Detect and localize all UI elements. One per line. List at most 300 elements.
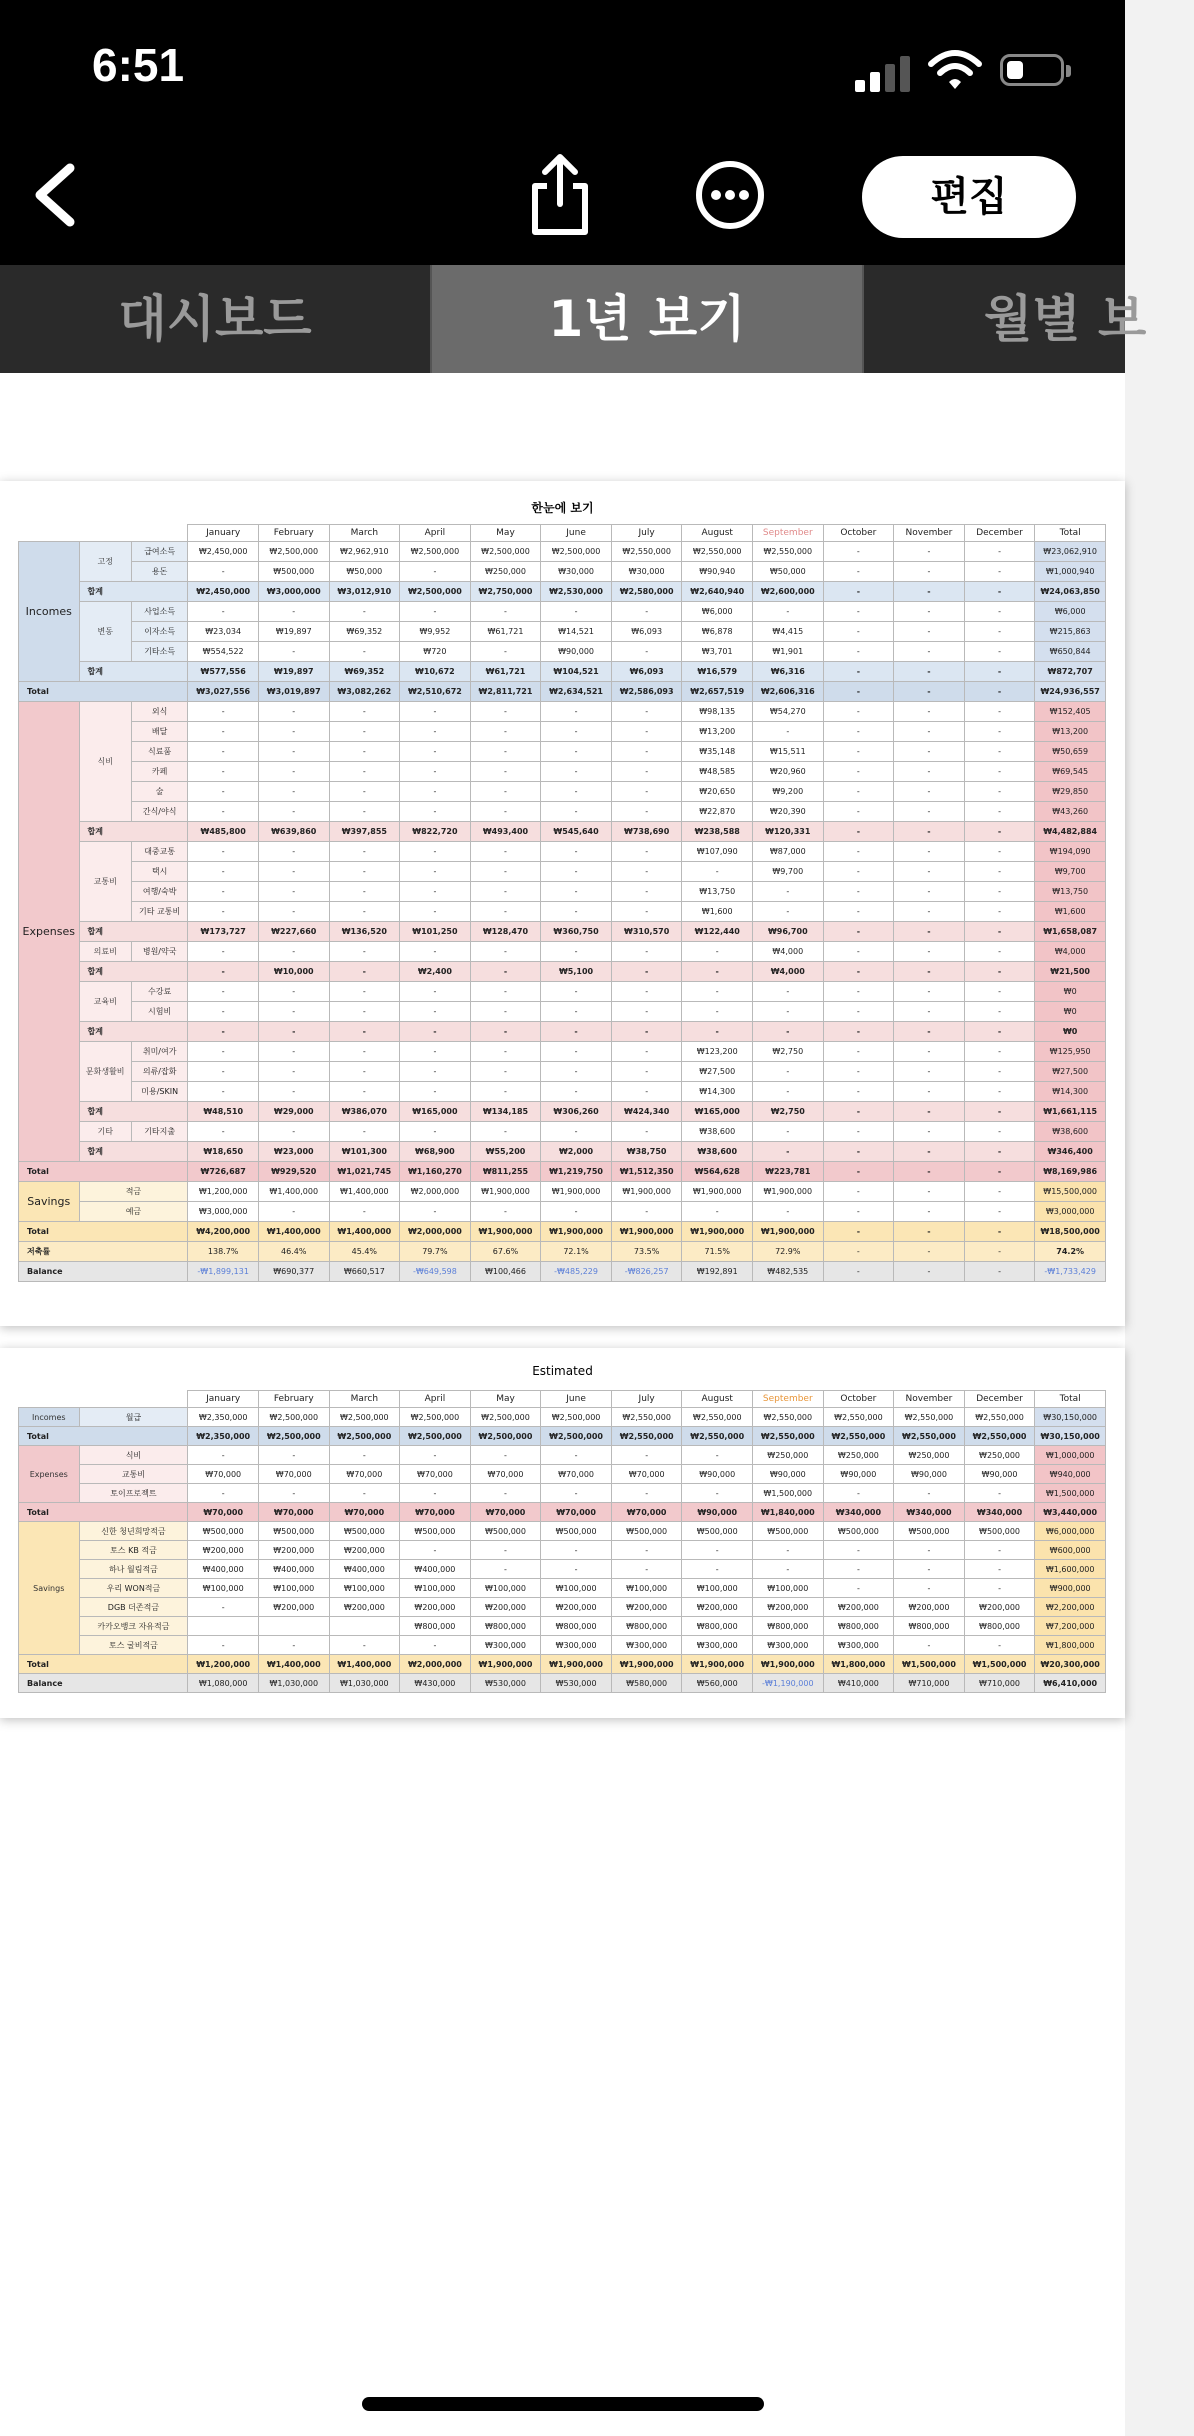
row-label[interactable]: 카페 (131, 762, 187, 782)
value-cell[interactable]: - (258, 882, 329, 902)
value-cell[interactable]: - (964, 802, 1035, 822)
value-cell[interactable]: - (823, 1142, 894, 1162)
value-cell[interactable] (258, 1617, 329, 1636)
value-cell[interactable]: ₩1,900,000 (753, 1655, 824, 1674)
value-cell[interactable]: ₩1,200,000 (188, 1182, 259, 1202)
total-cell[interactable]: ₩900,000 (1035, 1579, 1106, 1598)
value-cell[interactable]: - (894, 882, 965, 902)
value-cell[interactable]: ₩800,000 (964, 1617, 1035, 1636)
value-cell[interactable]: - (823, 982, 894, 1002)
value-cell[interactable]: - (964, 962, 1035, 982)
column-header[interactable]: December (964, 525, 1035, 542)
share-button[interactable] (525, 152, 595, 238)
balance-label[interactable]: Balance (19, 1262, 188, 1282)
value-cell[interactable]: - (964, 542, 1035, 562)
value-cell[interactable]: ₩98,135 (682, 702, 753, 722)
row-label[interactable]: 병원/약국 (131, 942, 187, 962)
value-cell[interactable]: - (894, 1042, 965, 1062)
value-cell[interactable]: ₩2,450,000 (188, 582, 259, 602)
value-cell[interactable]: ₩90,000 (541, 642, 612, 662)
value-cell[interactable]: ₩23,000 (258, 1142, 329, 1162)
value-cell[interactable]: - (400, 1042, 471, 1062)
total-cell[interactable]: ₩1,000,940 (1035, 562, 1106, 582)
value-cell[interactable]: ₩10,000 (258, 962, 329, 982)
value-cell[interactable]: ₩424,340 (611, 1102, 682, 1122)
total-cell[interactable]: ₩24,063,850 (1035, 582, 1106, 602)
value-cell[interactable]: - (611, 1484, 682, 1503)
value-cell[interactable]: - (894, 1022, 965, 1042)
value-cell[interactable]: - (400, 902, 471, 922)
value-cell[interactable]: ₩61,721 (470, 662, 541, 682)
value-cell[interactable]: ₩2,500,000 (400, 542, 471, 562)
value-cell[interactable]: ₩500,000 (258, 562, 329, 582)
value-cell[interactable]: - (541, 1042, 612, 1062)
value-cell[interactable]: - (541, 782, 612, 802)
value-cell[interactable]: - (682, 1541, 753, 1560)
value-cell[interactable]: ₩107,090 (682, 842, 753, 862)
value-cell[interactable]: ₩48,585 (682, 762, 753, 782)
value-cell[interactable]: - (400, 1636, 471, 1655)
value-cell[interactable]: - (611, 982, 682, 1002)
value-cell[interactable]: ₩227,660 (258, 922, 329, 942)
value-cell[interactable]: - (258, 1484, 329, 1503)
row-label[interactable]: 취미/여가 (131, 1042, 187, 1062)
value-cell[interactable]: ₩738,690 (611, 822, 682, 842)
value-cell[interactable]: - (682, 962, 753, 982)
value-cell[interactable]: ₩1,900,000 (611, 1222, 682, 1242)
value-cell[interactable]: - (470, 1484, 541, 1503)
total-cell[interactable]: ₩194,090 (1035, 842, 1106, 862)
value-cell[interactable]: ₩800,000 (611, 1617, 682, 1636)
row-label[interactable]: DGB 더존적금 (79, 1598, 188, 1617)
value-cell[interactable]: - (470, 1022, 541, 1042)
value-cell[interactable]: - (611, 702, 682, 722)
value-cell[interactable]: ₩200,000 (329, 1541, 400, 1560)
column-header[interactable]: August (682, 525, 753, 542)
value-cell[interactable]: - (964, 1560, 1035, 1579)
value-cell[interactable]: - (823, 722, 894, 742)
value-cell[interactable]: ₩2,510,672 (400, 682, 471, 702)
total-cell[interactable]: ₩30,150,000 (1035, 1408, 1106, 1427)
row-label[interactable]: 기타 교통비 (131, 902, 187, 922)
value-cell[interactable]: - (611, 882, 682, 902)
value-cell[interactable]: ₩300,000 (611, 1636, 682, 1655)
value-cell[interactable]: ₩485,800 (188, 822, 259, 842)
total-cell[interactable]: ₩3,000,000 (1035, 1202, 1106, 1222)
value-cell[interactable]: - (470, 1560, 541, 1579)
value-cell[interactable]: - (611, 1541, 682, 1560)
value-cell[interactable]: ₩200,000 (258, 1598, 329, 1617)
value-cell[interactable]: - (823, 1022, 894, 1042)
value-cell[interactable]: ₩19,897 (258, 622, 329, 642)
value-cell[interactable]: - (823, 862, 894, 882)
value-cell[interactable]: ₩554,522 (188, 642, 259, 662)
value-cell[interactable]: - (894, 822, 965, 842)
balance-label[interactable]: Balance (19, 1674, 188, 1693)
value-cell[interactable]: - (470, 642, 541, 662)
value-cell[interactable]: -₩485,229 (541, 1262, 612, 1282)
value-cell[interactable]: ₩1,900,000 (753, 1182, 824, 1202)
group-label[interactable]: 교육비 (79, 982, 131, 1022)
value-cell[interactable]: - (400, 1484, 471, 1503)
value-cell[interactable]: ₩4,415 (753, 622, 824, 642)
value-cell[interactable]: - (258, 762, 329, 782)
value-cell[interactable]: - (470, 842, 541, 862)
value-cell[interactable]: - (400, 1002, 471, 1022)
value-cell[interactable]: - (188, 1484, 259, 1503)
value-cell[interactable]: - (894, 702, 965, 722)
value-cell[interactable]: - (400, 1062, 471, 1082)
value-cell[interactable]: ₩2,550,000 (964, 1408, 1035, 1427)
value-cell[interactable]: - (188, 862, 259, 882)
total-cell[interactable]: ₩50,659 (1035, 742, 1106, 762)
value-cell[interactable]: - (400, 782, 471, 802)
value-cell[interactable]: - (964, 1262, 1035, 1282)
value-cell[interactable]: - (964, 1222, 1035, 1242)
value-cell[interactable]: - (470, 982, 541, 1002)
value-cell[interactable]: - (894, 1242, 965, 1262)
value-cell[interactable]: ₩2,750 (753, 1102, 824, 1122)
value-cell[interactable]: -₩1,899,131 (188, 1262, 259, 1282)
value-cell[interactable]: ₩2,550,000 (964, 1427, 1035, 1446)
value-cell[interactable]: ₩2,500,000 (541, 1427, 612, 1446)
value-cell[interactable]: - (541, 1202, 612, 1222)
total-cell[interactable]: ₩1,658,087 (1035, 922, 1106, 942)
value-cell[interactable]: - (470, 1062, 541, 1082)
value-cell[interactable]: - (611, 1082, 682, 1102)
subtotal-label[interactable]: 합계 (79, 962, 188, 982)
value-cell[interactable]: ₩6,316 (753, 662, 824, 682)
value-cell[interactable]: ₩250,000 (894, 1446, 965, 1465)
group-label[interactable]: 기타 (79, 1122, 131, 1142)
value-cell[interactable]: - (541, 1560, 612, 1579)
value-cell[interactable]: ₩1,400,000 (329, 1222, 400, 1242)
value-cell[interactable]: 79.7% (400, 1242, 471, 1262)
value-cell[interactable]: - (400, 1541, 471, 1560)
value-cell[interactable]: - (258, 902, 329, 922)
value-cell[interactable]: - (682, 1560, 753, 1579)
value-cell[interactable]: ₩70,000 (258, 1503, 329, 1522)
total-label[interactable]: Total (19, 1427, 188, 1446)
group-label[interactable]: 변동 (79, 602, 131, 662)
value-cell[interactable]: -₩1,190,000 (753, 1674, 824, 1693)
value-cell[interactable]: ₩2,400 (400, 962, 471, 982)
value-cell[interactable]: - (823, 1202, 894, 1222)
value-cell[interactable]: ₩2,550,000 (753, 1408, 824, 1427)
total-cell[interactable]: -₩1,733,429 (1035, 1262, 1106, 1282)
value-cell[interactable]: ₩2,500,000 (400, 1408, 471, 1427)
value-cell[interactable]: ₩1,900,000 (682, 1655, 753, 1674)
value-cell[interactable]: ₩2,550,000 (611, 1427, 682, 1446)
value-cell[interactable]: - (894, 1082, 965, 1102)
value-cell[interactable]: ₩61,721 (470, 622, 541, 642)
value-cell[interactable]: ₩200,000 (470, 1598, 541, 1617)
value-cell[interactable]: - (400, 602, 471, 622)
value-cell[interactable]: ₩400,000 (400, 1560, 471, 1579)
value-cell[interactable]: - (400, 982, 471, 1002)
value-cell[interactable]: ₩100,000 (329, 1579, 400, 1598)
value-cell[interactable]: - (611, 902, 682, 922)
value-cell[interactable]: ₩2,750,000 (470, 582, 541, 602)
value-cell[interactable]: ₩122,440 (682, 922, 753, 942)
row-label[interactable]: 의류/잡화 (131, 1062, 187, 1082)
value-cell[interactable]: ₩70,000 (470, 1503, 541, 1522)
row-label[interactable]: 우리 WON적금 (79, 1579, 188, 1598)
value-cell[interactable]: - (894, 1062, 965, 1082)
subtotal-label[interactable]: 합계 (79, 822, 188, 842)
total-cell[interactable]: 74.2% (1035, 1242, 1106, 1262)
row-label[interactable]: 토스 굴비적금 (79, 1636, 188, 1655)
value-cell[interactable]: - (541, 1002, 612, 1022)
edit-button[interactable]: 편집 (862, 156, 1076, 238)
value-cell[interactable]: - (470, 762, 541, 782)
value-cell[interactable]: ₩800,000 (753, 1617, 824, 1636)
value-cell[interactable]: - (823, 1182, 894, 1202)
row-label[interactable]: 예금 (79, 1202, 188, 1222)
value-cell[interactable]: - (611, 1002, 682, 1022)
value-cell[interactable]: ₩1,400,000 (258, 1182, 329, 1202)
value-cell[interactable]: ₩1,512,350 (611, 1162, 682, 1182)
column-header[interactable]: December (964, 1391, 1035, 1408)
value-cell[interactable]: - (823, 1262, 894, 1282)
value-cell[interactable]: - (964, 1042, 1035, 1062)
total-cell[interactable]: ₩125,950 (1035, 1042, 1106, 1062)
value-cell[interactable]: ₩2,586,093 (611, 682, 682, 702)
value-cell[interactable]: - (541, 1122, 612, 1142)
value-cell[interactable]: - (964, 1202, 1035, 1222)
section-label[interactable]: Incomes (19, 542, 80, 682)
value-cell[interactable]: ₩136,520 (329, 922, 400, 942)
value-cell[interactable]: - (329, 762, 400, 782)
tab-dashboard[interactable]: 대시보드 (118, 290, 312, 348)
column-header[interactable]: July (611, 1391, 682, 1408)
value-cell[interactable]: - (753, 1082, 824, 1102)
value-cell[interactable]: ₩70,000 (400, 1503, 471, 1522)
value-cell[interactable]: ₩1,900,000 (611, 1655, 682, 1674)
value-cell[interactable]: - (823, 822, 894, 842)
value-cell[interactable]: ₩639,860 (258, 822, 329, 842)
value-cell[interactable]: - (964, 982, 1035, 1002)
value-cell[interactable]: - (964, 1142, 1035, 1162)
value-cell[interactable]: - (894, 1579, 965, 1598)
value-cell[interactable]: ₩38,600 (682, 1122, 753, 1142)
value-cell[interactable]: - (894, 622, 965, 642)
value-cell[interactable]: ₩2,350,000 (188, 1427, 259, 1446)
value-cell[interactable]: - (400, 742, 471, 762)
tab-monthly-view[interactable]: 월별 보 (984, 290, 1147, 348)
total-label[interactable]: Total (19, 1222, 188, 1242)
value-cell[interactable]: - (894, 862, 965, 882)
value-cell[interactable]: ₩165,000 (400, 1102, 471, 1122)
value-cell[interactable]: - (188, 1082, 259, 1102)
value-cell[interactable]: ₩2,500,000 (470, 1408, 541, 1427)
value-cell[interactable]: - (894, 1222, 965, 1242)
row-label[interactable]: 신한 청년희망적금 (79, 1522, 188, 1541)
value-cell[interactable]: - (894, 1182, 965, 1202)
value-cell[interactable]: ₩23,034 (188, 622, 259, 642)
value-cell[interactable]: - (964, 1162, 1035, 1182)
total-cell[interactable]: ₩6,000 (1035, 602, 1106, 622)
value-cell[interactable]: ₩3,701 (682, 642, 753, 662)
total-cell[interactable]: ₩30,150,000 (1035, 1427, 1106, 1446)
value-cell[interactable]: ₩101,300 (329, 1142, 400, 1162)
value-cell[interactable]: - (188, 1042, 259, 1062)
column-header[interactable]: October (823, 1391, 894, 1408)
row-label[interactable]: 간식/야식 (131, 802, 187, 822)
section-label[interactable]: Incomes (19, 1408, 80, 1427)
value-cell[interactable]: - (470, 742, 541, 762)
tab-yearly-view[interactable]: 1년 보기 (432, 265, 862, 373)
value-cell[interactable]: - (964, 942, 1035, 962)
value-cell[interactable]: ₩1,840,000 (753, 1503, 824, 1522)
value-cell[interactable]: - (964, 1579, 1035, 1598)
column-header[interactable]: September (753, 1391, 824, 1408)
value-cell[interactable]: - (258, 862, 329, 882)
value-cell[interactable]: - (188, 742, 259, 762)
value-cell[interactable]: - (400, 882, 471, 902)
value-cell[interactable]: ₩1,900,000 (541, 1655, 612, 1674)
value-cell[interactable]: - (470, 802, 541, 822)
value-cell[interactable]: - (823, 1162, 894, 1182)
value-cell[interactable]: - (823, 662, 894, 682)
value-cell[interactable]: - (329, 802, 400, 822)
column-header[interactable]: June (541, 1391, 612, 1408)
value-cell[interactable]: - (329, 982, 400, 1002)
value-cell[interactable]: ₩6,878 (682, 622, 753, 642)
value-cell[interactable]: ₩2,606,316 (753, 682, 824, 702)
value-cell[interactable]: - (188, 782, 259, 802)
value-cell[interactable]: - (188, 722, 259, 742)
value-cell[interactable]: - (258, 1042, 329, 1062)
value-cell[interactable]: - (258, 982, 329, 1002)
value-cell[interactable]: ₩1,500,000 (964, 1655, 1035, 1674)
value-cell[interactable]: ₩2,500,000 (329, 1427, 400, 1446)
value-cell[interactable]: ₩500,000 (894, 1522, 965, 1541)
total-cell[interactable]: ₩29,850 (1035, 782, 1106, 802)
value-cell[interactable]: ₩250,000 (823, 1446, 894, 1465)
value-cell[interactable]: - (753, 1541, 824, 1560)
value-cell[interactable]: - (611, 1446, 682, 1465)
column-header[interactable]: August (682, 1391, 753, 1408)
value-cell[interactable]: - (753, 602, 824, 622)
value-cell[interactable]: 73.5% (611, 1242, 682, 1262)
value-cell[interactable]: ₩811,255 (470, 1162, 541, 1182)
total-cell[interactable]: ₩346,400 (1035, 1142, 1106, 1162)
value-cell[interactable]: ₩100,000 (470, 1579, 541, 1598)
value-cell[interactable]: ₩134,185 (470, 1102, 541, 1122)
value-cell[interactable]: ₩300,000 (682, 1636, 753, 1655)
subtotal-label[interactable]: 합계 (79, 1102, 188, 1122)
value-cell[interactable]: - (823, 602, 894, 622)
total-cell[interactable]: ₩1,000,000 (1035, 1446, 1106, 1465)
value-cell[interactable]: ₩70,000 (611, 1465, 682, 1484)
column-header[interactable]: November (894, 525, 965, 542)
value-cell[interactable]: ₩100,000 (188, 1579, 259, 1598)
row-label[interactable]: 식료품 (131, 742, 187, 762)
row-label[interactable]: 배달 (131, 722, 187, 742)
value-cell[interactable]: - (258, 942, 329, 962)
value-cell[interactable]: - (682, 862, 753, 882)
total-cell[interactable]: ₩2,200,000 (1035, 1598, 1106, 1617)
value-cell[interactable]: - (964, 882, 1035, 902)
value-cell[interactable]: ₩800,000 (823, 1617, 894, 1636)
value-cell[interactable]: ₩100,000 (682, 1579, 753, 1598)
total-cell[interactable]: ₩0 (1035, 982, 1106, 1002)
value-cell[interactable]: - (894, 1262, 965, 1282)
value-cell[interactable]: - (753, 902, 824, 922)
value-cell[interactable]: ₩14,300 (682, 1082, 753, 1102)
total-label[interactable]: Total (19, 682, 188, 702)
value-cell[interactable]: - (329, 1484, 400, 1503)
value-cell[interactable]: - (753, 1062, 824, 1082)
value-cell[interactable]: ₩100,000 (753, 1579, 824, 1598)
value-cell[interactable]: ₩2,000,000 (400, 1655, 471, 1674)
value-cell[interactable]: ₩2,634,521 (541, 682, 612, 702)
row-label[interactable]: 월급 (79, 1408, 188, 1427)
value-cell[interactable]: - (823, 542, 894, 562)
row-label[interactable]: 시험비 (131, 1002, 187, 1022)
value-cell[interactable]: - (894, 642, 965, 662)
value-cell[interactable]: - (964, 742, 1035, 762)
subtotal-label[interactable]: 합계 (79, 1022, 188, 1042)
total-cell[interactable]: ₩600,000 (1035, 1541, 1106, 1560)
value-cell[interactable]: - (329, 842, 400, 862)
value-cell[interactable]: - (329, 1636, 400, 1655)
value-cell[interactable]: - (611, 1042, 682, 1062)
value-cell[interactable]: ₩6,093 (611, 622, 682, 642)
value-cell[interactable]: ₩2,640,940 (682, 582, 753, 602)
value-cell[interactable]: - (188, 762, 259, 782)
value-cell[interactable]: ₩200,000 (753, 1598, 824, 1617)
value-cell[interactable]: ₩340,000 (894, 1503, 965, 1522)
value-cell[interactable]: - (823, 962, 894, 982)
value-cell[interactable]: - (823, 1062, 894, 1082)
value-cell[interactable]: ₩165,000 (682, 1102, 753, 1122)
value-cell[interactable]: - (823, 1042, 894, 1062)
value-cell[interactable]: - (258, 1636, 329, 1655)
total-label[interactable]: Total (19, 1162, 188, 1182)
value-cell[interactable]: - (258, 702, 329, 722)
total-cell[interactable]: ₩872,707 (1035, 662, 1106, 682)
value-cell[interactable]: ₩1,900,000 (470, 1182, 541, 1202)
column-header[interactable]: March (329, 525, 400, 542)
value-cell[interactable]: ₩54,270 (753, 702, 824, 722)
value-cell[interactable]: ₩1,219,750 (541, 1162, 612, 1182)
value-cell[interactable]: ₩400,000 (258, 1560, 329, 1579)
value-cell[interactable]: ₩580,000 (611, 1674, 682, 1693)
total-cell[interactable]: ₩27,500 (1035, 1062, 1106, 1082)
value-cell[interactable]: - (400, 1202, 471, 1222)
value-cell[interactable]: ₩2,600,000 (753, 582, 824, 602)
value-cell[interactable]: - (400, 1082, 471, 1102)
value-cell[interactable]: - (964, 662, 1035, 682)
value-cell[interactable]: ₩1,400,000 (258, 1655, 329, 1674)
value-cell[interactable]: ₩1,600 (682, 902, 753, 922)
value-cell[interactable]: - (894, 582, 965, 602)
value-cell[interactable]: ₩577,556 (188, 662, 259, 682)
value-cell[interactable]: - (329, 882, 400, 902)
column-header[interactable]: January (188, 525, 259, 542)
value-cell[interactable]: - (964, 782, 1035, 802)
row-label[interactable]: 미용/SKIN (131, 1082, 187, 1102)
column-header[interactable]: April (400, 525, 471, 542)
value-cell[interactable]: - (611, 742, 682, 762)
value-cell[interactable]: - (400, 842, 471, 862)
value-cell[interactable]: ₩20,390 (753, 802, 824, 822)
value-cell[interactable]: - (188, 1062, 259, 1082)
value-cell[interactable]: ₩100,000 (258, 1579, 329, 1598)
value-cell[interactable]: ₩397,855 (329, 822, 400, 842)
